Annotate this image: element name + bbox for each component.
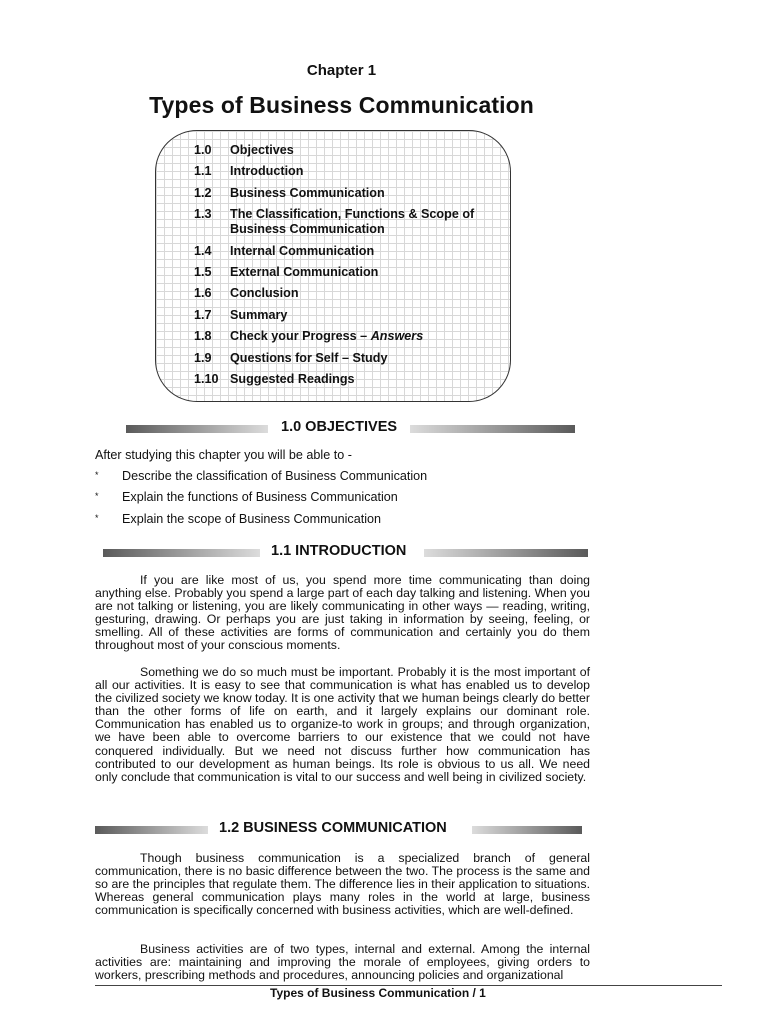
toc-number: 1.4 — [194, 243, 212, 258]
toc-title: External Communication — [230, 264, 379, 279]
toc-title: Objectives — [230, 143, 294, 157]
toc-item — [194, 186, 494, 201]
toc-title-text: Check your Progress – — [230, 329, 371, 344]
objectives-intro: After studying this chapter you will be able to - — [95, 448, 352, 462]
toc-number: 1.2 — [194, 185, 212, 200]
bullet-icon: * — [95, 470, 99, 480]
toc-number: 1.8 — [194, 329, 212, 344]
heading-bar-left — [95, 826, 208, 834]
toc-number: 1.3 — [194, 207, 212, 222]
objective-item — [95, 490, 427, 511]
toc-number: 1.6 — [194, 286, 212, 301]
toc-title: Introduction — [230, 164, 304, 179]
toc-title: Suggested Readings — [230, 371, 355, 386]
toc-item — [194, 244, 494, 259]
toc-item — [194, 207, 494, 237]
toc-item — [194, 265, 494, 280]
toc-title: Internal Communication — [230, 243, 375, 258]
toc-item — [194, 143, 494, 158]
introduction-heading — [0, 543, 768, 563]
toc-title — [230, 329, 494, 344]
section-heading-text: 1.0 OBJECTIVES — [281, 419, 398, 435]
toc-item — [194, 351, 494, 366]
toc-number: 1.7 — [194, 307, 212, 322]
objective-text: Explain the functions of Business Communication — [122, 490, 398, 505]
toc-item — [194, 286, 494, 301]
objective-text: Explain the scope of Business Communication — [122, 511, 382, 526]
toc-title: Summary — [230, 307, 288, 322]
heading-bar-left — [103, 549, 260, 557]
toc-title: Questions for Self – Study — [230, 350, 388, 365]
toc-number: 1.9 — [194, 350, 212, 365]
toc-number: 1.1 — [194, 164, 212, 179]
paragraph: If you are like most of us, you spend more time communicating than doing anything else. Probably you spend a large part of each day talking and listening. When you are not talking or listening, you are likely communicating in other ways — reading, writing, gesturing, drawing. Or perhaps you are just taking in information by seeing, feeling, or smelling. All of these activities are forms of communication and certainly you do them throughout most of your conscious moments. — [95, 573, 590, 653]
toc-number: 1.0 — [194, 143, 212, 157]
table-of-contents — [155, 130, 511, 402]
toc-item — [194, 164, 494, 179]
toc-item — [194, 308, 494, 323]
heading-bar-left — [126, 425, 268, 433]
paragraph: Business activities are of two types, internal and external. Among the internal activities are: maintaining and improving the morale of employees, giving orders to workers, prescribing methods and procedures, announcing policies and organizational — [95, 943, 590, 983]
objective-text: Describe the classification of Business Communication — [122, 469, 428, 483]
toc-item — [194, 372, 494, 387]
toc-title: Conclusion — [230, 286, 299, 301]
objective-item — [95, 512, 427, 533]
toc-title: Business Communication — [230, 185, 385, 200]
paragraph: Though business communication is a specialized branch of general communication, there is no basic difference between the two. The process is the same and so are the principles that regulate them. The difference lies in their application to situations. Whereas general communication plays many roles in the world at large, business communication is specifically concerned with business activities, which are well-defined. — [95, 851, 590, 918]
bullet-icon: * — [95, 512, 99, 523]
objective-item — [95, 469, 427, 490]
bullet-icon: * — [95, 491, 99, 502]
chapter-label: Chapter 1 — [306, 62, 377, 79]
toc-title: The Classification, Functions & Scope of Business Communication — [230, 207, 475, 237]
heading-bar-right — [472, 826, 582, 834]
paragraph: Something we do so much must be important. Probably it is the most important of all our activities. It is easy to see that communication is what has enabled us to develop the civilized society we know today. It is one activity that we human beings clearly do better than the other forms of life on earth, and it largely explains our dominant role. Communication has enabled us to organize-to work in groups; and through organization, we have been able to overcome barriers to our existence that we could not have conquered individually. But we need not discuss further how communication has contributed to our development as human beings. Its role is obvious to us all. We need only conclude that communication is vital to our success and well being in civilized society. — [95, 665, 590, 784]
toc-list — [194, 143, 494, 393]
heading-bar-right — [424, 549, 588, 557]
toc-number: 1.10 — [194, 371, 219, 386]
section-heading-text: 1.2 BUSINESS COMMUNICATION — [219, 820, 447, 836]
business-communication-heading — [0, 820, 768, 840]
section-heading-text: 1.1 INTRODUCTION — [271, 543, 407, 559]
objectives-heading — [0, 419, 768, 439]
chapter-title: Types of Business Communication — [149, 92, 534, 118]
heading-bar-right — [410, 425, 575, 433]
page-footer: Types of Business Communication / 1 — [270, 986, 486, 1000]
objectives-list — [95, 469, 427, 533]
toc-item — [194, 329, 494, 344]
toc-title-italic: Answers — [370, 329, 424, 344]
toc-number: 1.5 — [194, 264, 212, 279]
